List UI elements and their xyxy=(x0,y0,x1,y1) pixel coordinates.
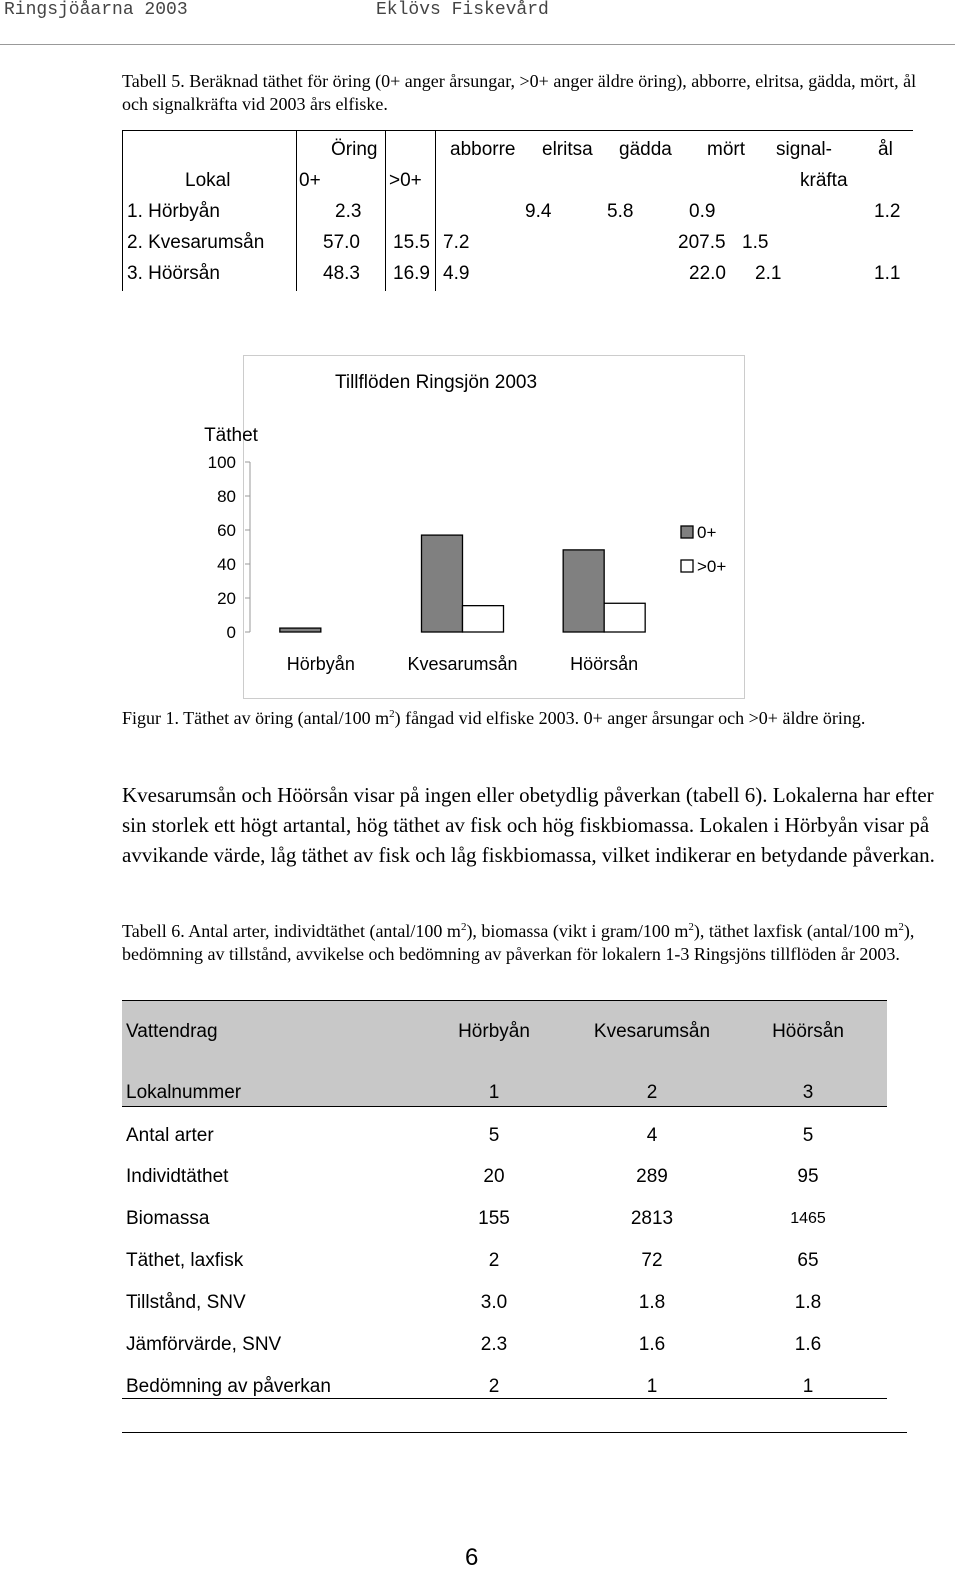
t6-caption-part: ), biomassa (vikt i gram/100 m xyxy=(466,921,689,941)
t5-cell: 4.9 xyxy=(443,263,470,284)
t5-cell: 2.3 xyxy=(335,201,362,222)
body-paragraph: Kvesarumsån och Höörsån visar på ingen eller obetydlig påverkan (tabell 6). Lokalerna har efter sin storlek ett högt artantal, hög täthet av fisk och hög fiskbiomassa. Lokalen i Hörbyån visar på avvikande värde, låg täthet av fisk och låg fiskbiomassa, vilket indikerar en betydande påverkan. xyxy=(122,783,935,867)
t6-row-label: Biomassa xyxy=(126,1208,210,1229)
t6-cell: 3 xyxy=(802,1082,814,1103)
t6-row-label: Jämförvärde, SNV xyxy=(126,1334,282,1355)
y-tick-label: 40 xyxy=(217,555,236,574)
bar-zero-1 xyxy=(422,535,463,632)
t6-cell: 2 xyxy=(488,1250,500,1271)
bar-zero-0 xyxy=(280,628,321,632)
page-number: 6 xyxy=(465,1544,479,1571)
figure-caption-pre: Figur 1. Täthet av öring (antal/100 m xyxy=(122,708,390,728)
y-tick-label: 20 xyxy=(217,589,236,608)
footnote-rule xyxy=(122,1432,907,1433)
t5-header-krafta: kräfta xyxy=(800,170,848,191)
t6-cell: 289 xyxy=(636,1166,668,1187)
table5-caption: Tabell 5. Beräknad täthet för öring (0+ anger årsungar, >0+ anger äldre öring), abborre, elritsa, gädda, mört, ål och signalkräfta vid 2003 års elfiske. xyxy=(122,71,917,114)
t6-row xyxy=(122,1200,887,1242)
bar-older-2 xyxy=(604,603,645,632)
t5-header-signal: signal- xyxy=(776,139,832,160)
t5-cell: 1.2 xyxy=(874,201,901,222)
t5-cell: 9.4 xyxy=(525,201,552,222)
t5-row-name: 2. Kvesarumsån xyxy=(127,232,265,253)
t6-cell: 5 xyxy=(802,1125,814,1146)
t6-cell: 3.0 xyxy=(480,1292,508,1313)
t5-header-gadda: gädda xyxy=(619,139,672,160)
t6-row-label: Antal arter xyxy=(126,1125,214,1146)
x-tick-label: Höörsån xyxy=(570,654,639,674)
y-tick-label: 80 xyxy=(217,487,236,506)
t6-header-cell: Vattendrag xyxy=(126,1021,218,1042)
legend-swatch xyxy=(681,560,693,572)
t6-cell: 1465 xyxy=(790,1210,826,1227)
legend-swatch xyxy=(681,526,693,538)
t6-cell: 72 xyxy=(641,1250,663,1271)
t6-row-label: Tillstånd, SNV xyxy=(126,1292,246,1313)
x-tick-labels xyxy=(287,654,638,674)
x-tick-label: Hörbyån xyxy=(286,654,355,674)
t6-header-cell: Höörsån xyxy=(772,1021,844,1042)
header-right: Eklövs Fiskevård xyxy=(376,0,549,20)
t5-cell: 15.5 xyxy=(393,232,430,253)
bars xyxy=(280,535,645,632)
t5-cell: 16.9 xyxy=(393,263,430,284)
y-tick-label: 60 xyxy=(217,521,236,540)
t5-cell: 2.1 xyxy=(755,263,782,284)
t6-caption-part: ), täthet laxfisk (antal/100 m xyxy=(693,921,899,941)
chart-legend xyxy=(681,523,726,576)
t6-row-label: Bedömning av påverkan xyxy=(126,1376,331,1397)
t6-cell: 1.6 xyxy=(794,1334,822,1355)
t6-header-cell: Kvesarumsån xyxy=(593,1021,711,1042)
t6-cell: 65 xyxy=(797,1250,819,1271)
t6-caption-sup: 2 xyxy=(898,921,904,933)
t6-row xyxy=(122,1284,887,1326)
t5-cell: 22.0 xyxy=(689,263,726,284)
chart-title: Tillflöden Ringsjön 2003 xyxy=(334,372,538,393)
t6-row xyxy=(122,1368,887,1399)
t5-header-older: >0+ xyxy=(389,170,422,191)
y-ticks xyxy=(208,453,250,642)
t6-cell: 1.6 xyxy=(638,1334,666,1355)
t5-header-abborre: abborre xyxy=(450,139,516,160)
t6-row-label: Individtäthet xyxy=(126,1166,229,1187)
bar-chart xyxy=(0,0,960,720)
t6-cell: 1.8 xyxy=(638,1292,666,1313)
t6-cell: 1.8 xyxy=(794,1292,822,1313)
x-tick-label: Kvesarumsån xyxy=(407,654,518,674)
header-left: Ringsjöåarna 2003 xyxy=(4,0,188,20)
y-axis-label: Täthet xyxy=(204,425,258,446)
legend-label: >0+ xyxy=(697,557,727,576)
t6-caption-sup: 2 xyxy=(460,921,467,933)
t5-row-name: 3. Höörsån xyxy=(127,263,220,284)
bar-older-1 xyxy=(463,606,504,632)
t6-cell: 95 xyxy=(797,1166,819,1187)
figure-caption-post: ) fångad vid elfiske 2003. 0+ anger årsungar och >0+ äldre öring. xyxy=(394,708,866,728)
t6-header-cell: Hörbyån xyxy=(458,1021,530,1042)
y-tick-label: 0 xyxy=(226,623,236,642)
t5-row-name: 1. Hörbyån xyxy=(127,201,220,222)
t6-row xyxy=(122,1106,887,1149)
t6-cell: 2 xyxy=(488,1376,500,1397)
t6-cell: 20 xyxy=(483,1166,505,1187)
t6-cell: 5 xyxy=(488,1125,500,1146)
figure-caption-sup: 2 xyxy=(389,708,395,720)
table6 xyxy=(122,1000,887,1400)
y-tick-label: 100 xyxy=(207,453,236,472)
t6-cell: 2 xyxy=(646,1082,658,1103)
t5-header-lokal: Lokal xyxy=(185,170,231,191)
legend-label: 0+ xyxy=(697,523,717,542)
t5-header-zero: 0+ xyxy=(299,170,321,191)
t6-caption-sup: 2 xyxy=(688,921,694,933)
figure-caption xyxy=(122,707,934,730)
t6-cell: 155 xyxy=(478,1208,510,1229)
t5-cell: 7.2 xyxy=(443,232,470,253)
bar-zero-2 xyxy=(563,550,604,632)
t6-cell: 2813 xyxy=(630,1208,674,1229)
t5-cell: 207.5 xyxy=(678,232,726,253)
t6-row xyxy=(122,1242,887,1284)
t5-cell: 5.8 xyxy=(607,201,634,222)
t6-row xyxy=(122,1158,887,1200)
t6-cell: 2.3 xyxy=(480,1334,508,1355)
t6-cell: 1 xyxy=(646,1376,658,1397)
t5-cell: 57.0 xyxy=(323,232,360,253)
t6-caption-part: ), bedömning av tillstånd, avvikelse och bedömning av påverkan för lokalern 1-3 Ringsjöns tillflöden år 2003. xyxy=(122,921,915,964)
t6-caption-part: Tabell 6. Antal arter, individtäthet (antal/100 m xyxy=(122,921,461,941)
t6-row-lokalnummer xyxy=(122,1074,887,1106)
t6-row-label: Lokalnummer xyxy=(126,1082,242,1103)
t6-row xyxy=(122,1326,887,1368)
t5-header-mort: mört xyxy=(707,139,745,160)
t5-header-oring: Öring xyxy=(331,139,378,160)
t6-cell: 1 xyxy=(802,1376,814,1397)
t6-row-label: Täthet, laxfisk xyxy=(126,1250,244,1271)
t6-cell: 1 xyxy=(488,1082,500,1103)
t5-header-elritsa: elritsa xyxy=(542,139,593,160)
t5-cell: 48.3 xyxy=(323,263,360,284)
t5-header-al: ål xyxy=(878,139,893,160)
t6-cell: 4 xyxy=(646,1125,658,1146)
t5-cell: 0.9 xyxy=(689,201,716,222)
t5-cell: 1.5 xyxy=(742,232,769,253)
table6-caption xyxy=(122,920,922,966)
t5-cell: 1.1 xyxy=(874,263,901,284)
